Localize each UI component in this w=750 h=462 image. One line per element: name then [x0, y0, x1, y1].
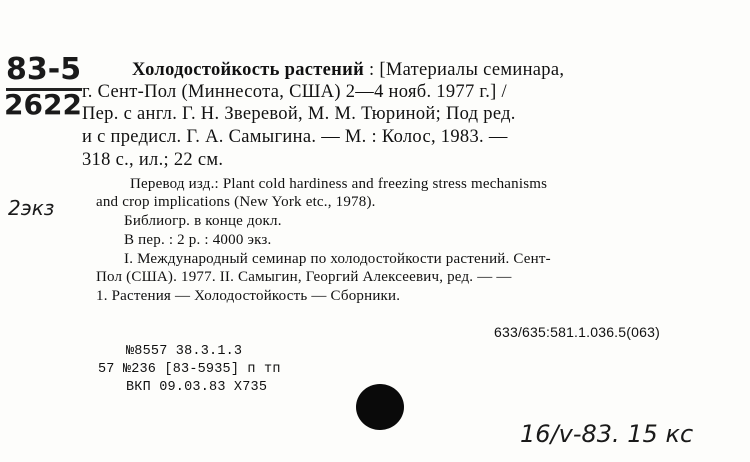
handwritten-date-note: 16/v-83. 15 кс: [520, 420, 694, 448]
tracing-line: 1. Растения — Холодостойкость — Сборники.: [96, 288, 401, 304]
note-line: Библиогр. в конце докл.: [124, 213, 282, 229]
description-line: г. Сент-Пол (Миннесота, США) 2—4 нояб. 1977 г.] /: [82, 82, 507, 102]
note-line: В пер. : 2 р. : 4000 экз.: [124, 232, 272, 248]
margin-note: 2экз: [8, 196, 55, 220]
tracing-line: I. Международный семинар по холодостойкости растений. Сент-: [124, 251, 551, 267]
footer-line: ВКП 09.03.83 Х735: [126, 380, 268, 395]
tracing-line: Пол (США). 1977. II. Самыгин, Георгий Алексеевич, ред. — —: [96, 269, 512, 285]
title-line: [132, 60, 564, 81]
note-line: and crop implications (New York etc., 1978).: [96, 194, 376, 210]
ink-blot: [356, 384, 404, 430]
footer-line: №8557 38.3.1.3: [126, 344, 243, 359]
description-line: 318 с., ил.; 22 см.: [82, 150, 224, 170]
call-number-top: 83-5: [6, 52, 82, 87]
call-number-bottom: 2622: [4, 88, 82, 121]
footer-line: 57 №236 [83-5935] п тп: [98, 362, 281, 377]
note-line: Перевод изд.: Plant cold hardiness and freezing stress mechanisms: [130, 176, 548, 192]
title-line-rest: : [Материалы семинара,: [364, 60, 565, 80]
udc-index: 633/635:581.1.036.5(063): [494, 324, 660, 340]
description-line: и с предисл. Г. А. Самыгина. — М. : Колос, 1983. —: [82, 127, 508, 147]
description-line: Пер. с англ. Г. Н. Зверевой, М. М. Тюриной; Под ред.: [82, 104, 516, 124]
title-text: Холодостойкость растений: [132, 60, 365, 80]
